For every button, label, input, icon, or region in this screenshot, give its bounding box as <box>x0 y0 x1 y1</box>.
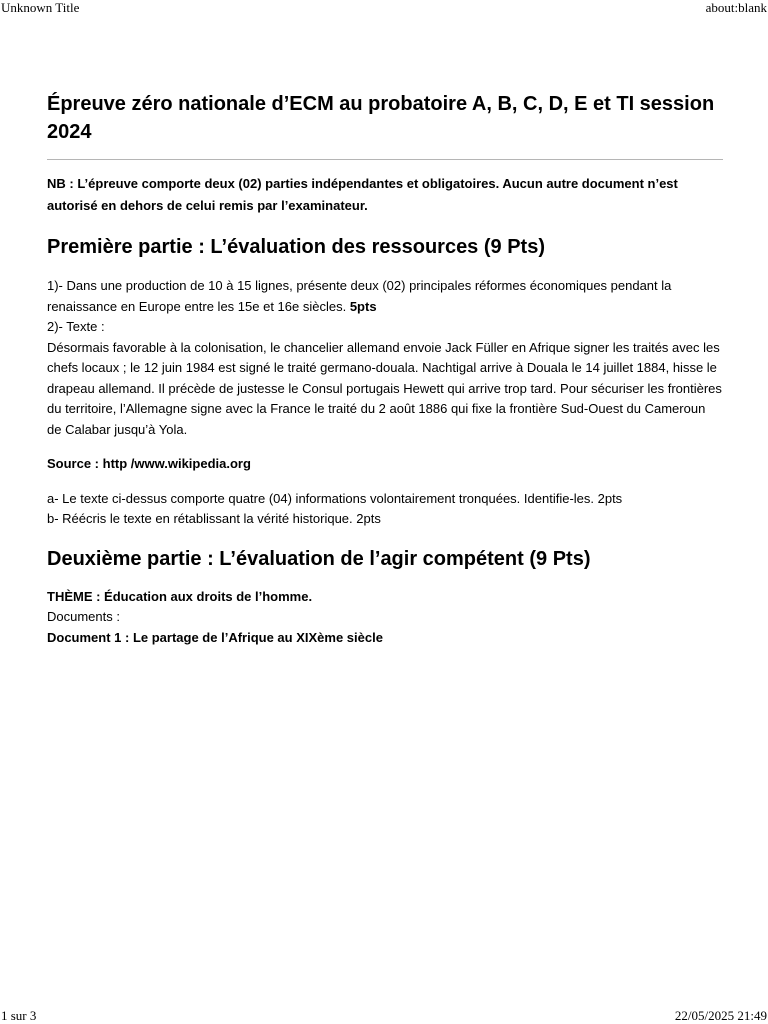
documents-label: Documents : <box>47 609 120 624</box>
document-content <box>47 90 723 648</box>
question-2-text: Désormais favorable à la colonisation, le chancelier allemand envoie Jack Füller en Afrique signer les traités avec les chefs locaux ; le 12 juin 1984 est signé le traité germano-douala. Nachtigal arrive à Douala le 14 juillet 1884, hisse le drapeau allemand. Il précède de justesse le Consul portugais Hewett qui arrive trop tard. Pour sécuriser les frontières du territoire, l’Allemagne signe avec la France le traité du 2 août 1886 qui fixe la frontière Sud-Ouest du Cameroun de Calabar jusqu’à Yola. <box>47 339 722 437</box>
exam-note: NB : L’épreuve comporte deux (02) parties indépendantes et obligatoires. Aucun autre document n’est autorisé en dehors de celui remis par l’examinateur. <box>47 176 678 213</box>
print-footer <box>0 1008 768 1024</box>
print-datetime: 22/05/2025 21:49 <box>674 1008 767 1023</box>
title-divider <box>47 159 723 160</box>
document-title: Épreuve zéro nationale d’ECM au probatoire A, B, C, D, E et TI session 2024 <box>47 93 715 143</box>
page-url: about:blank <box>705 0 767 15</box>
question-a: a- Le texte ci-dessus comporte quatre (04) informations volontairement tronquées. Identifie-les. 2pts <box>47 490 623 506</box>
page-counter: 1 sur 3 <box>1 1008 37 1023</box>
question-b: b- Réécris le texte en rétablissant la vérité historique. 2pts <box>47 511 381 526</box>
print-header <box>0 0 768 16</box>
part2-body <box>47 587 723 649</box>
theme-line: THÈME : Éducation aux droits de l’homme. <box>47 588 313 604</box>
question-2-label: 2)- Texte : <box>47 319 105 334</box>
part1-body <box>47 276 723 530</box>
question-1-text: 1)- Dans une production de 10 à 15 lignes, présente deux (02) principales réformes économiques pendant la renaissance en Europe entre les 15e et 16e siècles. <box>47 278 672 314</box>
question-1-points: 5pts <box>349 298 377 314</box>
question-1 <box>47 276 723 317</box>
page-title: Unknown Title <box>1 0 80 15</box>
document-1-title: Document 1 : Le partage de l’Afrique au XIXème siècle <box>47 629 383 645</box>
part2-heading: Deuxième partie : L’évaluation de l’agir compétent (9 Pts) <box>47 547 591 570</box>
part1-heading: Première partie : L’évaluation des ressources (9 Pts) <box>47 236 545 258</box>
source-line: Source : http /www.wikipedia.org <box>47 456 251 471</box>
